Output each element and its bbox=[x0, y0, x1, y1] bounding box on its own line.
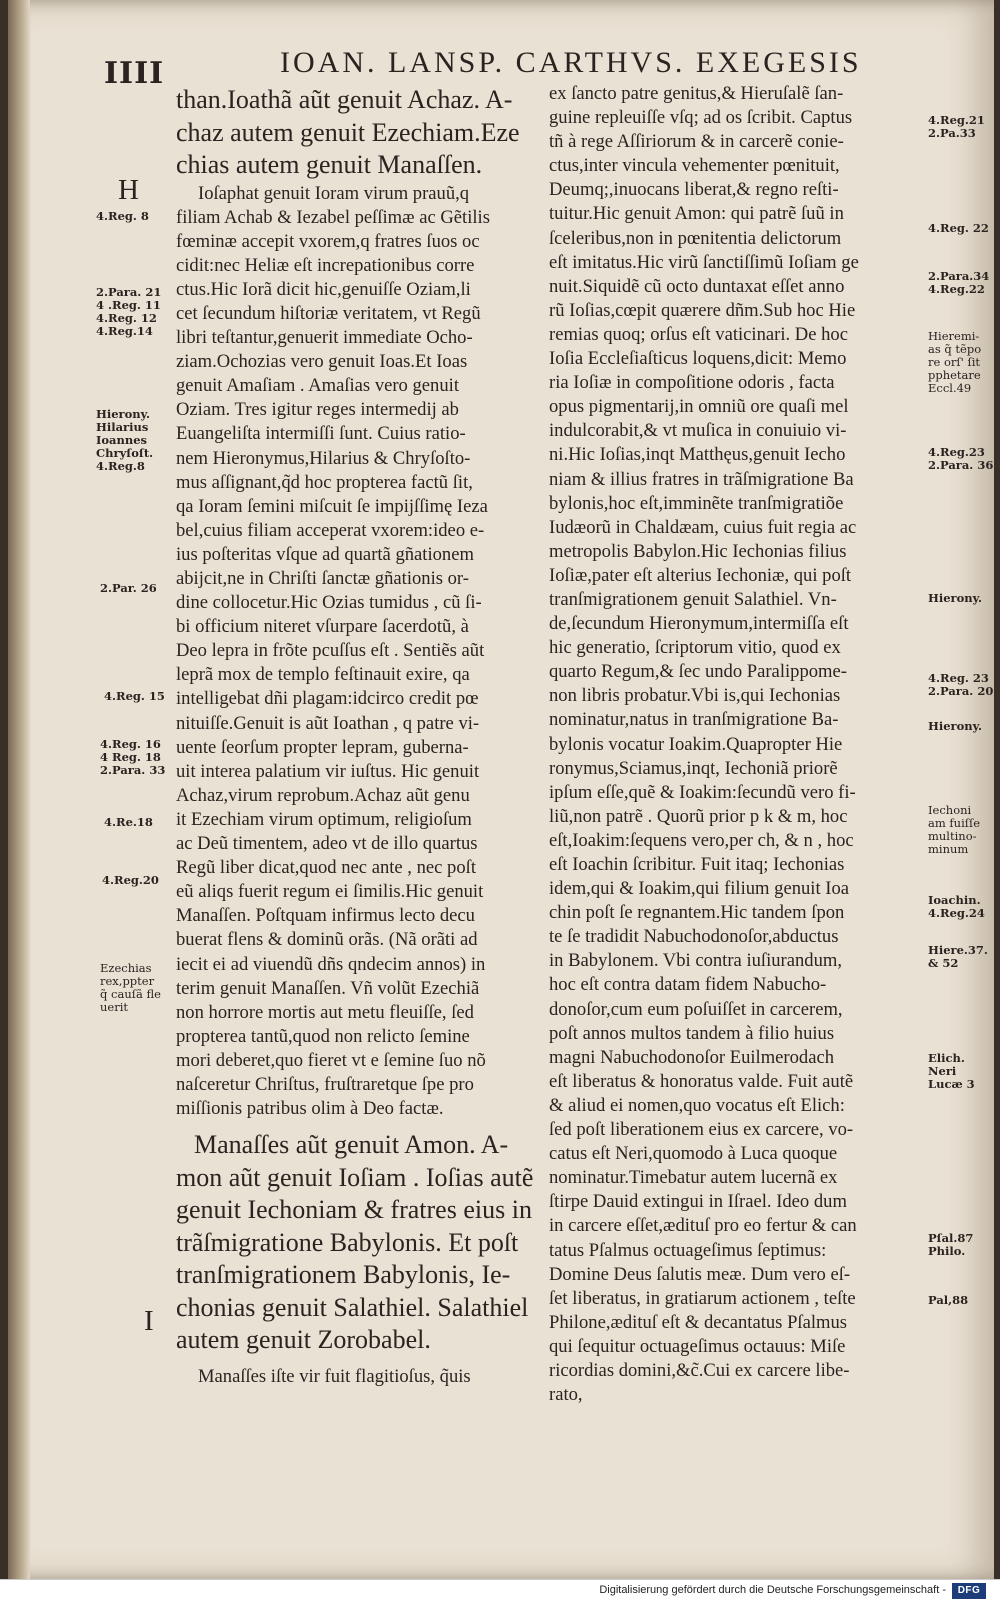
text-line: miſſionis patribus olim à Deo factæ. bbox=[176, 1098, 444, 1120]
text-line: ſtirpe Dauid extingui in Iſrael. Ideo dum bbox=[549, 1191, 847, 1213]
text-line: quarto Regum,& ſec undo Paralippome- bbox=[549, 661, 847, 683]
text-line: metropolis Babylon.Hic Iechonias filius bbox=[549, 540, 847, 562]
text-line: Deumq;,inuocans liberat,& regno reſti- bbox=[549, 179, 839, 201]
text-line: abijcit,ne in Chriſti ſanctæ gñationis or- bbox=[176, 568, 469, 589]
left-text-column bbox=[176, 84, 538, 1389]
page-header bbox=[8, 46, 994, 91]
text-line: cet ſecundum hiſtoriæ veritatem, vt Regũ bbox=[176, 302, 481, 324]
text-line: mus aſſignant,q̃d hoc propterea factũ ſit, bbox=[176, 471, 473, 493]
text-line: Manaſſes aũt genuit Amon. A- bbox=[194, 1130, 509, 1160]
right-margin-note: Hiere.37. & 52 bbox=[928, 943, 988, 970]
left-margin-note: 4.Reg. 16 4 Reg. 18 2.Para. 33 bbox=[100, 737, 166, 777]
text-line: niam & illius fratres in trãſmigratione Ba bbox=[549, 468, 854, 490]
digitization-footer bbox=[0, 1579, 1000, 1603]
right-margin-note: 4.Reg. 22 bbox=[928, 221, 989, 235]
text-line: Ioſiæ,pater eſt alterius Iechoniæ, qui poſt bbox=[549, 564, 852, 586]
text-line: de,ſecundum Hieronymum,intermiſſa eſt bbox=[549, 613, 849, 635]
text-line: magni Nabuchodonoſor Euilmerodach bbox=[549, 1046, 835, 1068]
right-margin-note: Hierony. bbox=[928, 591, 983, 605]
right-margin-note: Pſal.87 Philo. bbox=[928, 1231, 974, 1258]
text-line: Iudæorũ in Chaldæam, cuius fuit regia ac bbox=[549, 516, 857, 538]
right-margin-note: Hierony. bbox=[928, 719, 983, 733]
text-line: mon aũt genuit Ioſiam . Ioſias autẽ bbox=[176, 1162, 534, 1192]
left-margin-note: 4.Reg. 8 bbox=[96, 209, 149, 223]
left-margin-note: 4.Re.18 bbox=[104, 815, 153, 829]
text-line: eſt Ioachin ſcribitur. Fuit itaq; Iechonias bbox=[549, 854, 845, 875]
text-line: genuit Amaſiam . Amaſias vero genuit bbox=[176, 375, 459, 397]
text-line: fœminæ accepit vxorem,q fratres ſuos oc bbox=[176, 230, 480, 252]
text-line: tranſmigrationem Babylonis, Ie- bbox=[176, 1260, 511, 1290]
text-line: bi officium niteret vſurpare ſacerdotũ, à bbox=[176, 616, 469, 638]
text-line: bylonis vocatur Ioakim.Quapropter Hie bbox=[549, 733, 843, 755]
text-line: nuit.Siquidẽ cũ octo duntaxat eſſet anno bbox=[549, 275, 845, 297]
text-line: opus pigmentarij,in omniũ ore quaſi mel bbox=[549, 396, 849, 418]
right-margin-note: Iechoni am fuiſſe multino- minum bbox=[928, 803, 981, 856]
text-line: Oziam. Tres igitur reges intermedij ab bbox=[176, 399, 459, 421]
text-line: idem,qui & Ioakim,qui filium genuit Ioa bbox=[549, 878, 850, 900]
text-line: Achaz,virum reprobum.Achaz aũt genu bbox=[176, 784, 470, 806]
text-line: non horrore mortis aut metu fleuiſſe, ſed bbox=[176, 1001, 474, 1023]
funding-credit: Digitalisierung gefördert durch die Deutsche Forschungsgemeinschaft - bbox=[599, 1584, 946, 1596]
running-head: IOAN. LANSP. CARTHVS. EXEGESIS bbox=[280, 46, 862, 79]
right-margin-note: Elich. Neri Lucæ 3 bbox=[928, 1051, 975, 1091]
text-line: intelligebat dñi plagam:idcirco credit pœ bbox=[176, 688, 479, 710]
right-margin-note: 4.Reg.23 2.Para. 36 bbox=[928, 445, 994, 472]
text-line: ctus,inter vincula vehementer pœnituit, bbox=[549, 155, 840, 177]
text-line: qui ſequitur octuageſimus octauus: Miſe bbox=[549, 1335, 846, 1357]
text-line: ricordias domini,&c̃.Cui ex carcere libe- bbox=[549, 1359, 850, 1381]
text-line: ipſum eſſe,quẽ & Ioakim:ſecundũ vero fi- bbox=[549, 781, 856, 803]
text-line: genuit Iechoniam & fratres eius in bbox=[176, 1195, 532, 1225]
text-line: it Ezechiam virum optimum, religioſum bbox=[176, 808, 472, 830]
text-line: filiam Achab & Iezabel peſſimæ ac Gẽtilis bbox=[176, 206, 490, 228]
text-line: eſt liberatus & honoratus valde. Fuit autẽ bbox=[549, 1070, 854, 1092]
text-line: Euangeliſta intermiſſi ſunt. Cuius ratio- bbox=[176, 423, 466, 445]
text-line: indulcorabit,& vt muſica in conuiuio vi- bbox=[549, 420, 847, 442]
left-margin-note: Ezechias rex,ppter q̃ cauſã fle uerit bbox=[100, 961, 161, 1014]
text-line: than.Ioathã aũt genuit Achaz. A- bbox=[176, 85, 513, 114]
text-line: tuitur.Hic genuit Amon: qui patrẽ ſuũ in bbox=[549, 203, 844, 225]
text-line: rato, bbox=[549, 1384, 583, 1406]
text-line: Deo lepra in frõte pcuſſus eſt . Sentiẽs aũt bbox=[176, 640, 485, 662]
text-line: chin poſt ſe regnantem.Hic tandem ſpon bbox=[549, 902, 845, 924]
text-line: ziam.Ochozias vero genuit Ioas.Et Ioas bbox=[176, 351, 468, 373]
text-line: liũ,non patrẽ . Quorũ prior p k & m, hoc bbox=[549, 805, 848, 827]
text-line: chaz autem genuit Ezechiam.Eze bbox=[176, 117, 520, 147]
text-line: te ſe tradidit Nabuchodonoſor,abductus bbox=[549, 926, 839, 948]
text-line: eũ aliqs fuerit regum ei ſimilis.Hic genuit bbox=[176, 881, 484, 903]
right-margin-note: 2.Para.34 4.Reg.22 bbox=[928, 269, 990, 296]
right-margin-note: 4.Reg.21 2.Pa.33 bbox=[928, 113, 985, 140]
text-line: chias autem genuit Manaſſen. bbox=[176, 150, 483, 179]
text-line: Ioſaphat genuit Ioram virum prauũ,q bbox=[198, 182, 470, 204]
left-margin-note: 4.Reg.20 bbox=[102, 873, 159, 887]
text-line: guine repleuiſſe vſq; ad os ſcribit. Captus bbox=[549, 107, 853, 129]
book-page bbox=[8, 0, 994, 1580]
text-line: ronymus,Sciamus,inqt, Iechoniã priorẽ bbox=[549, 757, 838, 779]
right-margin-note: Hieremi- as q̃ tẽpo re orſ' ſit pphetare Eccl.49 bbox=[928, 329, 982, 395]
text-line: remias quoq; orſus eſt vaticinari. De hoc bbox=[549, 323, 848, 345]
text-line: uit interea palatium vir iuſtus. Hic genuit bbox=[176, 760, 480, 782]
text-line: Philone,ædituſ eſt & decantatus Pſalmus bbox=[549, 1311, 847, 1333]
text-line: Manaſſen. Poſtquam infirmus lecto decu bbox=[176, 905, 475, 927]
text-line: Regũ liber dicat,quod nec ante , nec poſt bbox=[176, 857, 476, 879]
text-line: qa Ioram ſemini miſcuit ſe impijſſimę Ieza bbox=[176, 495, 488, 517]
section-letter-h: H bbox=[118, 174, 139, 206]
left-margin-note: 4.Reg. 15 bbox=[104, 689, 165, 703]
text-line: autem genuit Zorobabel. bbox=[176, 1325, 431, 1355]
right-text-column bbox=[549, 82, 909, 1407]
book-gutter bbox=[8, 0, 30, 1580]
text-line: naſceretur Chriſtus, fruſtraretque ſpe pro bbox=[176, 1073, 474, 1095]
text-line: buerat flens & dominũ orãs. (Nã orãti ad bbox=[176, 929, 478, 951]
left-margin-note: 2.Para. 21 4 .Reg. 11 4.Reg. 12 4.Reg.14 bbox=[96, 285, 162, 338]
text-line: propterea tantũ,quod non relicto ſemine bbox=[176, 1025, 470, 1047]
dfg-logo: DFG bbox=[952, 1583, 986, 1599]
text-line: tatus Pſalmus octuageſimus ſeptimus: bbox=[549, 1239, 827, 1261]
text-line: leprã mox de templo feſtinauit exire, qa bbox=[176, 664, 470, 686]
text-line: bylonis,hoc eſt,imminẽte tranſmigratiõe bbox=[549, 492, 844, 514]
text-line: ni.Hic Ioſias,inqt Matthęus,genuit Iecho bbox=[549, 444, 846, 466]
text-line: nem Hieronymus,Hilarius & Chryſoſto- bbox=[176, 447, 471, 469]
text-line: donoſor,cum eum poſuiſſet in carcerem, bbox=[549, 998, 843, 1020]
text-line: hoc eſt contra datam fidem Nabucho- bbox=[549, 974, 827, 996]
text-line: eſt imitatus.Hic virũ ſanctiſſimũ Ioſiam ge bbox=[549, 251, 859, 273]
text-line: ctus.Hic Iorã dicit hic,genuiſſe Oziam,li bbox=[176, 278, 471, 300]
folio-number: IIII bbox=[104, 56, 165, 91]
text-line: trãſmigratione Babylonis. Et poſt bbox=[176, 1227, 519, 1257]
text-line: rũ Ioſias,cœpit quærere dñm.Sub hoc Hie bbox=[549, 299, 856, 321]
text-line: tñ à rege Aſſiriorum & in carcerẽ conie- bbox=[549, 131, 844, 153]
text-line: Ioſia Eccleſiaſticus loquens,dicit: Memo bbox=[549, 348, 847, 370]
right-margin-note: 4.Reg. 23 2.Para. 20 bbox=[928, 671, 994, 698]
text-line: ſet liberatus, in gratiarum actionem , teſte bbox=[549, 1287, 856, 1309]
text-line: catus eſt Neri,quomodo à Luca quoque bbox=[549, 1143, 838, 1165]
text-line: hic generatio, ſcriptorum vitio, quod ex bbox=[549, 637, 841, 659]
text-line: Manaſſes iſte vir fuit flagitioſus, q̃uis bbox=[198, 1365, 471, 1387]
right-margin-note: Pal,88 bbox=[928, 1293, 969, 1307]
text-line: in Babylonem. Vbi contra iuſiurandum, bbox=[549, 950, 842, 972]
text-line: ria Ioſiæ in compoſitione odoris , facta bbox=[549, 372, 835, 394]
text-line: ex ſancto patre genitus,& Hieruſalẽ ſan- bbox=[549, 83, 844, 104]
section-letter-i: I bbox=[144, 1305, 154, 1337]
text-line: iecit ei ad viuendũ dñs qndecim annos) in bbox=[176, 953, 486, 975]
left-margin-note: Hierony. Hilarius Ioannes Chryſoſt. 4.Reg.8 bbox=[96, 407, 154, 473]
text-line: & aliud ei nomen,quo vocatus eſt Elich: bbox=[549, 1094, 845, 1116]
text-line: nominatur.Timebatur autem lucernã ex bbox=[549, 1167, 838, 1189]
text-line: chonias genuit Salathiel. Salathiel bbox=[176, 1292, 529, 1322]
text-line: nituiſſe.Genuit is aũt Ioathan , q patre vi- bbox=[176, 712, 480, 734]
text-line: ſed poſt liberationem eius ex carcere, vo- bbox=[549, 1119, 854, 1141]
text-line: mori deberet,quo fieret vt e ſemine ſuo nõ bbox=[176, 1049, 486, 1071]
text-line: libri teſtantur,genuerit immediate Ocho- bbox=[176, 327, 473, 349]
text-line: bel,cuius filiam acceperat vxorem:ideo e- bbox=[176, 519, 485, 541]
text-line: nominatur,natus in tranſmigratione Ba- bbox=[549, 709, 839, 731]
text-line: poſt annos multos tandem à filio huius bbox=[549, 1022, 835, 1044]
text-line: non libris probatur.Vbi is,qui Iechonias bbox=[549, 685, 841, 707]
text-line: terim genuit Manaſſen. Vñ volũt Ezechiã bbox=[176, 977, 480, 999]
text-line: ac Deũ timentem, adeo vt de illo quartus bbox=[176, 833, 478, 855]
text-line: dine collocetur.Hic Ozias tumidus , cũ ſi- bbox=[176, 592, 482, 614]
left-margin-note: 2.Par. 26 bbox=[100, 581, 157, 595]
text-line: ſceleribus,non in pœnitentia delictorum bbox=[549, 227, 842, 249]
text-line: ius poſteritas vſque ad quartã gñationem bbox=[176, 543, 474, 565]
text-line: cidit:nec Heliæ eſt increpationibus corre bbox=[176, 254, 475, 276]
text-line: eſt,Ioakim:ſequens vero,per ch, & n , hoc bbox=[549, 829, 854, 851]
right-margin-note: Ioachin. 4.Reg.24 bbox=[928, 893, 985, 920]
text-line: tranſmigrationem genuit Salathiel. Vn- bbox=[549, 588, 837, 610]
text-line: Domine Deus ſalutis meæ. Dum vero eſ- bbox=[549, 1263, 851, 1285]
text-line: in carcere eſſet,ædituſ pro eo fertur & can bbox=[549, 1215, 857, 1237]
text-line: uente ſeorſum propter lepram, guberna- bbox=[176, 736, 469, 758]
